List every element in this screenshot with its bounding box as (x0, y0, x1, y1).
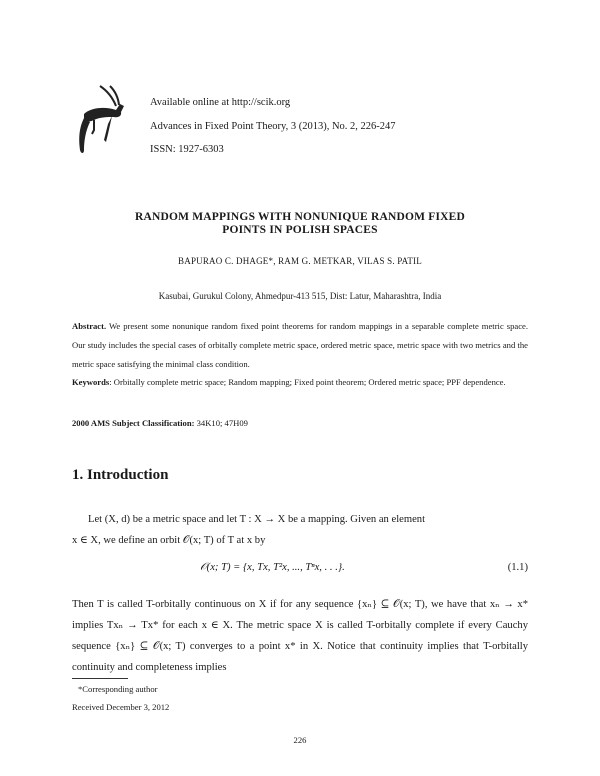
page-number: 226 (293, 735, 307, 745)
equation-number: (1.1) (507, 562, 528, 573)
paragraph-1-line-2: x ∈ X, we define an orbit 𝒪(x; T) of T at x by (72, 535, 266, 546)
footnote-rule (72, 678, 128, 679)
footnote-corresponding: *Corresponding author (78, 684, 158, 694)
ams-label: 2000 AMS Subject Classification: (72, 418, 195, 428)
journal-logo-icon (64, 84, 128, 156)
abstract-label: Abstract. (72, 321, 107, 331)
abstract-text: We present some nonunique random fixed point theorems for random mappings in a separable complete metric space. Our study includes the special cases of orbitally complete metric space, ordered metric space, metric space with two metrics and the metric space satisfying the minimal class condition. (72, 321, 528, 369)
author-list: BAPURAO C. DHAGE*, RAM G. METKAR, VILAS S. PATIL (178, 256, 422, 266)
keywords-text: : Orbitally complete metric space; Random mapping; Fixed point theorem; Ordered metric space; PPF dependence. (109, 377, 506, 387)
equation-body: 𝒪(x; T) = {x, Tx, T²x, ..., Tⁿx, . . .}. (200, 562, 345, 573)
title-line-1: RANDOM MAPPINGS WITH NONUNIQUE RANDOM FIXED (134, 211, 466, 223)
journal-citation: Advances in Fixed Point Theory, 3 (2013), No. 2, 226-247 (150, 121, 396, 132)
availability-line: Available online at http://scik.org (150, 97, 291, 108)
ams-classification (72, 418, 248, 428)
abstract (72, 317, 528, 374)
paragraph-1-line-1: Let (X, d) be a metric space and let T : X → X be a mapping. Given an element (88, 514, 426, 525)
section-heading: 1. Introduction (72, 467, 169, 483)
paragraph-2: Then T is called T-orbitally continuous on X if for any sequence {xₙ} ⊆ 𝒪(x; T), we have that xₙ → x* implies Txₙ → Tx* for each x ∈ X. The metric space X is called T-orbitally complete if every Cauchy sequence {xₙ} ⊆ 𝒪(x; T) converges to a point x* in X. Notice that continuity implies that T-orbitally continuity and completeness implies (72, 599, 528, 673)
keywords (72, 373, 528, 392)
keywords-label: Keywords (72, 377, 110, 387)
ams-codes: 34K10; 47H09 (194, 418, 248, 428)
footnote-received: Received December 3, 2012 (72, 702, 170, 712)
issn-line: ISSN: 1927-6303 (150, 144, 224, 155)
affiliation: Kasubai, Gurukul Colony, Ahmedpur-413 515, Dist: Latur, Maharashtra, India (158, 291, 442, 301)
title-line-2: POINTS IN POLISH SPACES (222, 224, 378, 236)
paper-title (60, 211, 540, 237)
equation-1-1 (72, 562, 528, 582)
